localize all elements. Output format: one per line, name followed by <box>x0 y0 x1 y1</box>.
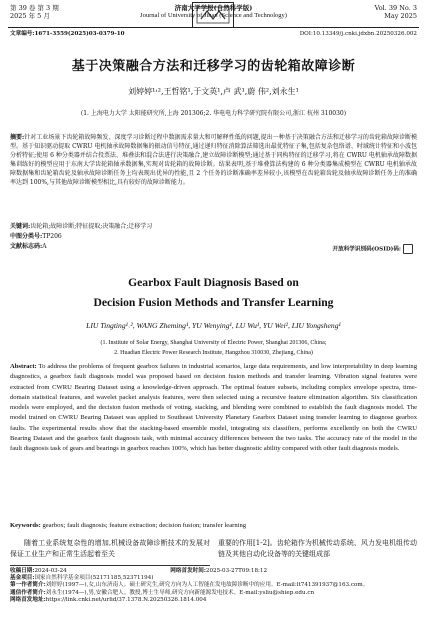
body-right-column: 重要的作用[1-2]。齿轮箱作为机械传动系统、风力发电机组传动链及其他自动化设备等的关键组成部 <box>218 539 417 558</box>
footer-online-url <box>10 597 417 604</box>
keywords-en <box>10 521 417 531</box>
keywords-cn-label: 关键词: <box>10 223 31 230</box>
corresponding-text: 刘永生(1974—),男,安徽合肥人。教授,博士生导师,研究方向新能源发电技术。E-mail:ysliu@shiep.edu.cn <box>45 589 315 596</box>
clc-label: 中图分类号: <box>10 233 43 240</box>
abstract-en-text: To address the problems of frequent gearbox failures in industrial scenarios, large data requirements, and low interpretability in deep learning diagnostics, a gearbox fault diagnosis model was proposed based on decision fusion methods and transfer learning. Vibration signal features were extracted from CWRU Bearing Dataset using a knowledge-driven approach. The optimal feature subsets, including complex envelope spectra, time-domain statistical features, and wavelet packet analysis features, were then selected using a recursive feature elimination algorithm. Six classification models were employed, and the decision fusion methods of voting, stacking, and blending were combined to establish the fault diagnosis model. The model trained on CWRU Bearing Dataset was applied to Southeast University Planetary Gearbox Dataset using transfer learning to diagnose gearbox faults. The experimental results show that the stacking-based ensemble model, integrating six classifiers, performs excellently on both the CWRU Bearing Dataset and the gearbox fault diagnosis task, with minimal accuracy differences between the two tasks. The accuracy rate of the model in the fault diagnosis task of gears and bearings in gearbox reaches 100%, which has better diagnostic ability compared with other fault diagnosis models. <box>10 363 417 453</box>
osid-label: 开放科学识别码(OSID)码: <box>332 246 401 253</box>
received-label: 收稿日期: <box>10 568 35 574</box>
footer-first-author <box>10 582 417 589</box>
date-cn: 2025 年 5 月 <box>10 12 50 20</box>
title-en-line1: Gearbox Fault Diagnosis Based on <box>128 276 299 289</box>
header-right <box>375 4 417 20</box>
article-number: 文章编号:1671-3559(2025)03-0379-10 <box>10 31 125 37</box>
abstract-cn-label: 摘要: <box>10 134 25 141</box>
osid-code <box>333 244 414 254</box>
header-center <box>100 4 327 20</box>
corresponding-label: 通信作者简介: <box>10 589 46 596</box>
affiliations-cn: (1. 上海电力大学 太阳能研究所,上海 201306;2. 华电电力科学研究院有限公司,浙江 杭州 310030) <box>80 110 347 117</box>
affiliation-en-2: 2. Huadian Electric Power Research Institute, Hangzhou 310030, Zhejiang, China) <box>114 350 313 356</box>
header-left <box>10 4 59 20</box>
footer-corresponding <box>10 590 417 597</box>
keywords-en-text: gearbox; fault diagnosis; feature extraction; decision fusion; transfer learning <box>42 522 247 529</box>
abstract-cn <box>10 134 417 187</box>
doc-code-label: 文献标志码: <box>10 243 43 250</box>
online-date: 2025-03-27T09:18:12 <box>205 568 268 574</box>
received-date: 2024-03-24 <box>34 568 67 574</box>
affiliation-en-1: (1. Institute of Solar Energy, Shanghai University of Electric Power, Shanghai 201306, China; <box>100 340 327 346</box>
keywords-en-label: Keywords: <box>10 522 41 529</box>
fund-label: 基金项目: <box>10 575 35 582</box>
footer-rule <box>10 565 210 566</box>
first-author-label: 第一作者简介: <box>10 582 46 589</box>
doc-code-value: A <box>42 243 47 250</box>
journal-name-cn: 济南大学学报(自然科学版) <box>174 4 253 12</box>
fund-text: 国家自然科学基金项目(52171185,52371194) <box>34 575 154 582</box>
doi: DOI:10.13349/j.cnki.jdxbn.20250326.002 <box>299 31 417 37</box>
abstract-cn-text: 针对工业场景下齿轮箱故障频发、深度学习诊断过程中数据需求量大和可解释性低的问题,提出一种基于决策融合方法和迁移学习的齿轮箱故障诊断模型。基于知识驱动提取 CWRU 电机轴承故障数据集的振动信号特征,通过递归特征消除算法筛选出最优特征子集,包括复杂包络谱、时域统计特征和小波包分析特征;使用 6 种分类器并结合投票法、堆叠法和混合法进行决策融合,建立故障诊断模型;通过基于同构特征的迁移学习,将在 CWRU 电机轴承故障数据集训练好的模型应用于东南大学齿轮箱轴承数据集,实现对齿轮箱的故障诊断。结果表明,基于堆叠算法构建的 6 种分类器集成模型在 CWRU 电机轴承故障数据集和齿轮箱齿轮及轴承故障诊断任务上均表现出优异的性能,且 2 个任务的诊断准确率差异较小,该模型在齿轮箱齿轮及轴承故障诊断任务上的准确率达到 100%,与其他故障诊断模型相比,具有较好的故障诊断能力。 <box>10 134 417 186</box>
clc-value: TP206 <box>42 233 62 240</box>
online-label: 网络首发时间: <box>170 568 206 574</box>
keywords-cn <box>10 223 417 232</box>
journal-name-en: Journal of University of Jinan (Science and Technology) <box>140 12 287 19</box>
volume-issue-en: Vol. 39 No. 3 <box>374 4 417 12</box>
authors-en: LIU Tingting¹˒², WANG Zheming¹, YU Wenying¹, LU Wu¹, YU Wei², LIU Yongsheng¹ <box>86 321 341 330</box>
volume-issue-cn: 第 39 卷 第 3 期 <box>10 4 59 12</box>
title-cn: 基于决策融合方法和迁移学习的齿轮箱故障诊断 <box>71 59 356 74</box>
online-url-label: 网络首发地址: <box>10 596 46 603</box>
abstract-en-label: Abstract: <box>10 363 37 370</box>
keywords-cn-text: 齿轮箱;故障诊断;特征提取;决策融合;迁移学习 <box>30 223 153 230</box>
title-en-line2: Decision Fusion Methods and Transfer Learning <box>93 296 334 309</box>
first-author-text: 刘婷婷(1997—),女,山东济南人。硕士研究生,研究方向为人工智能在发电故障诊断中的应用。E-mail:lt741391937@163.com。 <box>45 582 369 589</box>
clc-cn <box>10 233 417 242</box>
qr-code-icon <box>403 244 413 254</box>
authors-cn: 刘婷婷¹˒²,王哲铭¹,于文英¹,卢 武¹,蔚 伟²,刘永生¹ <box>128 87 299 96</box>
abstract-en <box>10 362 417 455</box>
online-url-link[interactable]: https://link.cnki.net/urlid/37.1378.N.20250326.1814.004 <box>45 596 207 603</box>
footer-notes <box>10 568 417 604</box>
header-rule <box>8 27 419 28</box>
date-en: May 2025 <box>384 12 417 20</box>
body-left-column: 随着工业系统复杂性的增加,机械设备故障诊断技术的发展对保证工业生产和正常生活起着至关 <box>10 539 210 558</box>
